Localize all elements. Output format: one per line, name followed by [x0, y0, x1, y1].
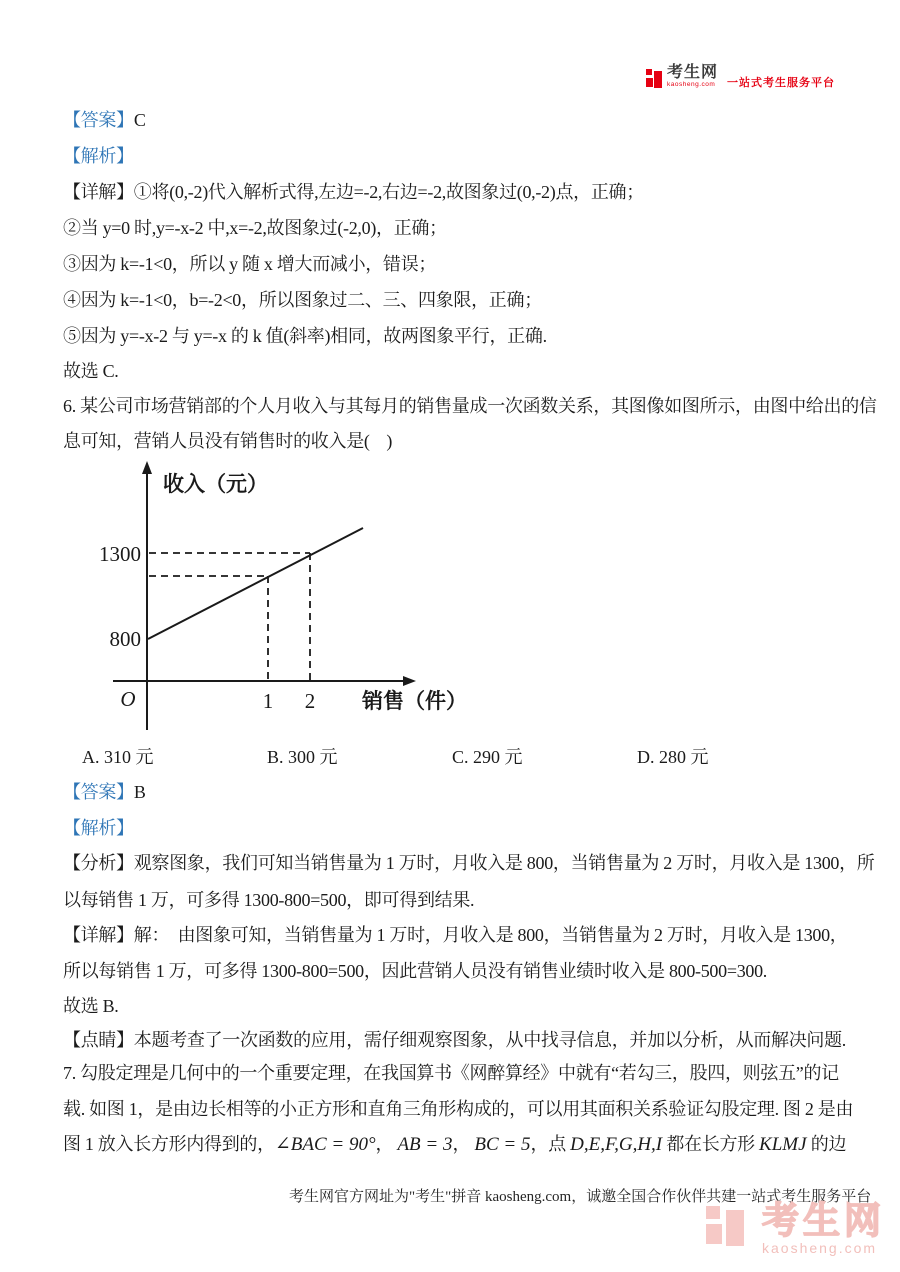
- y-axis-title: 收入（元）: [163, 472, 268, 496]
- q5-detail-line: ③因为 k=-1<0，所以 y 随 x 增大而减小，错误；: [63, 254, 437, 274]
- q7-stem-line: 载. 如图 1，是由边长相等的小正方形和直角三角形构成的，可以用其面积关系验证勾股定理. 图 2 是由: [63, 1099, 854, 1119]
- q6-note-line: 【点睛】本题考查了一次函数的应用，需仔细观察图象，从中找寻信息，并加以分析，从而解决问题.: [63, 1030, 846, 1050]
- watermark-block: [726, 1210, 744, 1246]
- q6-explain-line: 以每销售 1 万，可多得 1300-800=500，即可得到结果.: [63, 890, 475, 910]
- origin-label: O: [120, 687, 136, 711]
- analysis-label: 【解析】: [63, 818, 134, 838]
- q5-answer-line: [63, 108, 146, 132]
- text-run: 都在长方形: [662, 1134, 760, 1154]
- income-sales-figure: [85, 458, 485, 738]
- kaosheng-watermark: [706, 1202, 885, 1256]
- tick-1300: 1300: [99, 542, 141, 566]
- option-d: D. 280 元: [637, 747, 709, 767]
- brand-slogan: 一站式考生服务平台: [727, 77, 836, 89]
- answer-label: 【答案】: [63, 110, 134, 130]
- watermark-domain: kaosheng.com: [762, 1240, 878, 1256]
- tick-2: 2: [304, 689, 316, 713]
- text-run: 图 1 放入长方形内得到的，: [63, 1134, 275, 1154]
- y-axis-arrow: [142, 461, 152, 474]
- q6-stem-line: 息可知，营销人员没有销售时的收入是( ): [63, 431, 393, 451]
- option-b: B. 300 元: [267, 747, 338, 767]
- tick-800: 800: [109, 627, 141, 651]
- x-axis-arrow: [403, 676, 416, 686]
- text-run: ，点: [530, 1134, 571, 1154]
- kaosheng-logo-icon: [646, 68, 664, 90]
- q6-answer-line: [63, 780, 146, 804]
- brand-domain: kaosheng.com: [667, 81, 716, 88]
- option-c: C. 290 元: [452, 747, 523, 767]
- answer-value: C: [133, 110, 146, 130]
- text-run: ，: [375, 1134, 398, 1154]
- q6-analysis-line: [63, 816, 134, 840]
- logo-block: [646, 78, 653, 87]
- q7-stem-line: 7. 勾股定理是几何中的一个重要定理，在我国算书《网醉算经》中就有“若勾三，股四，则弦五”的记: [63, 1063, 839, 1083]
- math-run: ∠BAC = 90°: [274, 1134, 376, 1155]
- q6-explain-line: 【详解】解： 由图象可知，当销售量为 1 万时，月收入是 800，当销售量为 2 万时，月收入是 1300，: [63, 925, 848, 945]
- q6-conclusion-line: 故选 B.: [63, 996, 119, 1016]
- logo-block: [646, 69, 652, 75]
- math-run: BC = 5: [474, 1134, 531, 1155]
- q6-explain-line: 【分析】观察图象，我们可知当销售量为 1 万时，月收入是 800，当销售量为 2 万时，月收入是 1300，所: [63, 853, 875, 873]
- watermark-block: [706, 1224, 722, 1244]
- analysis-label: 【解析】: [63, 146, 134, 166]
- q5-detail-line: ④因为 k=-1<0，b=-2<0，所以图象过二、三、四象限，正确；: [63, 290, 542, 310]
- q5-analysis-line: [63, 144, 134, 168]
- q5-detail-line: 【详解】①将(0,-2)代入解析式得,左边=-2,右边=-2,故图象过(0,-2)点，正确；: [63, 182, 644, 202]
- q7-stem-line-math: [63, 1132, 846, 1156]
- income-line: [148, 528, 363, 639]
- watermark-block: [706, 1206, 720, 1219]
- answer-value: B: [133, 782, 146, 802]
- watermark-text: [762, 1202, 885, 1256]
- q5-detail-line: ②当 y=0 时,y=-x-2 中,x=-2,故图象过(-2,0)，正确；: [63, 218, 447, 238]
- brand-name: 考生网: [667, 64, 719, 81]
- footer-text: 考生网官方网址为"考生"拼音 kaosheng.com，诚邀全国合作伙伴共建一站式考生服务平台: [289, 1189, 872, 1205]
- x-axis-title: 销售（件）: [362, 689, 467, 713]
- q6-stem-line: 6. 某公司市场营销部的个人月收入与其每月的销售量成一次函数关系，其图像如图所示，由图中给出的信: [63, 396, 877, 416]
- kaosheng-logo: [646, 64, 835, 90]
- math-run: KLMJ: [759, 1134, 807, 1155]
- logo-text: [667, 64, 718, 88]
- kaosheng-watermark-icon: [706, 1202, 754, 1250]
- text-run: 的边: [806, 1134, 847, 1154]
- text-run: ，: [452, 1134, 475, 1154]
- option-a: A. 310 元: [82, 747, 154, 767]
- tick-1: 1: [262, 689, 274, 713]
- q6-explain-line: 所以每销售 1 万，可多得 1300-800=500，因此营销人员没有销售业绩时收入是 800-500=300.: [63, 961, 767, 981]
- answer-label: 【答案】: [63, 782, 134, 802]
- watermark-brand-name: 考生网: [762, 1200, 885, 1241]
- math-run: D,E,F,G,H,I: [570, 1134, 663, 1155]
- logo-block: [654, 71, 662, 88]
- q5-detail-line: ⑤因为 y=-x-2 与 y=-x 的 k 值(斜率)相同，故两图象平行，正确.: [63, 326, 547, 346]
- q5-conclusion-line: 故选 C.: [63, 361, 119, 381]
- math-run: AB = 3: [397, 1134, 453, 1155]
